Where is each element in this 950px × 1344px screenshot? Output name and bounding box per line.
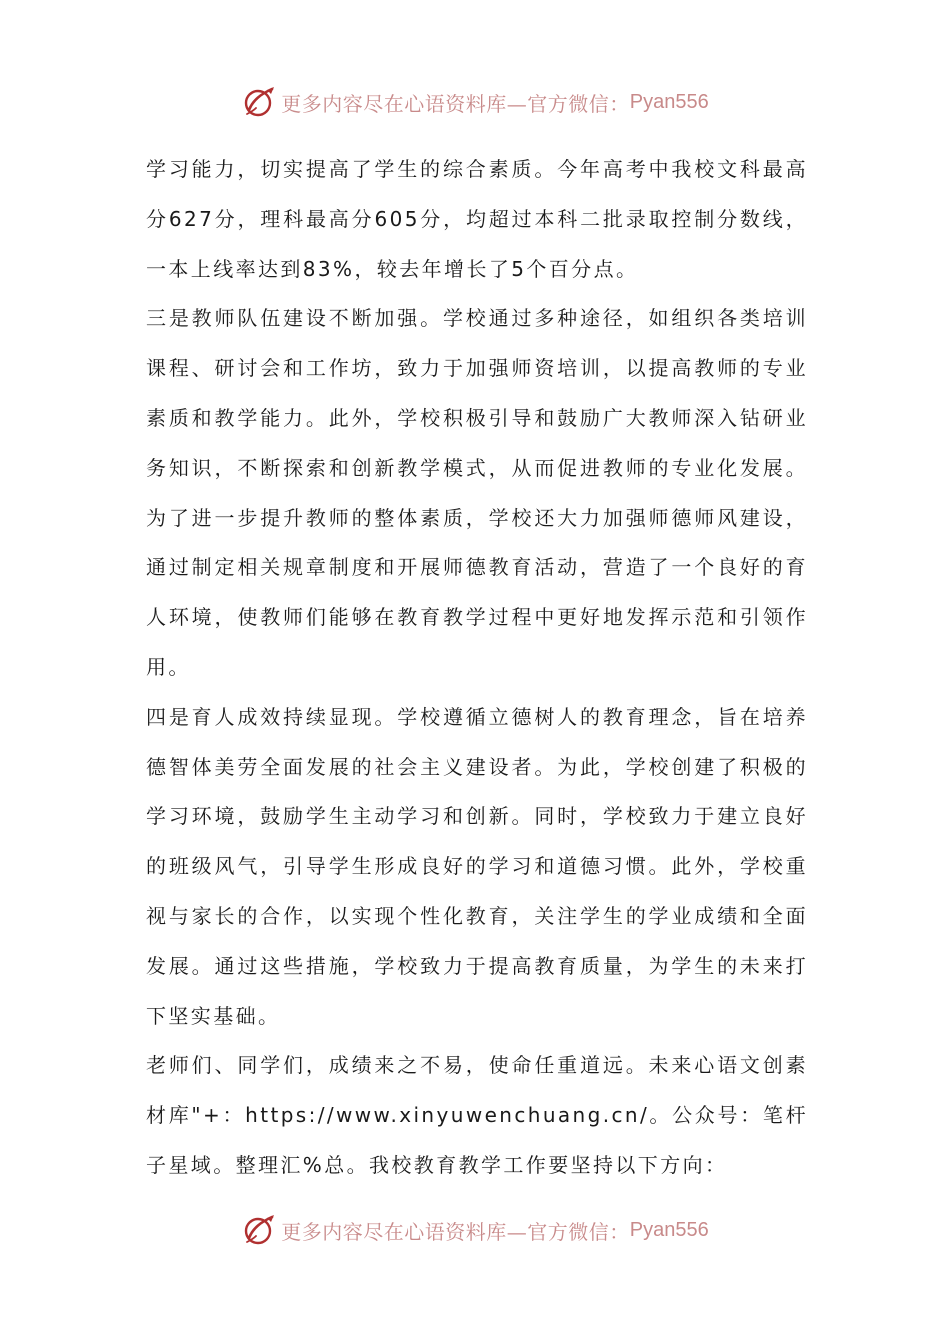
pen-swirl-icon	[241, 84, 277, 120]
header-wechat-id: Pyan556	[629, 90, 709, 113]
footer-banner	[0, 1210, 950, 1250]
document-body	[146, 145, 808, 1191]
paragraph: 老师们、同学们，成绩来之不易，使命任重道远。未来心语文创素材库"+：https://www.xinyuwenchuang.cn/。公众号：笔杆子星域。整理汇%总。我校教育教学工作要坚持以下方向：	[146, 1053, 808, 1177]
paragraph: 三是教师队伍建设不断加强。学校通过多种途径，如组织各类培训课程、研讨会和工作坊，致力于加强师资培训，以提高教师的专业素质和教学能力。此外，学校积极引导和鼓励广大教师深入钻研业务知识，不断探索和创新教学模式，从而促进教师的专业化发展。为了进一步提升教师的整体素质，学校还大力加强师德师风建设，通过制定相关规章制度和开展师德教育活动，营造了一个良好的育人环境，使教师们能够在教育教学过程中更好地发挥示范和引领作用。	[146, 306, 808, 679]
pen-swirl-icon	[241, 1212, 277, 1248]
footer-banner-text: 更多内容尽在心语资料库—官方微信：	[281, 1219, 630, 1244]
footer-wechat-id: Pyan556	[629, 1218, 709, 1241]
header-banner-text: 更多内容尽在心语资料库—官方微信：	[281, 91, 630, 116]
header-banner	[0, 82, 950, 122]
paragraph: 四是育人成效持续显现。学校遵循立德树人的教育理念，旨在培养德智体美劳全面发展的社会主义建设者。为此，学校创建了积极的学习环境，鼓励学生主动学习和创新。同时，学校致力于建立良好的班级风气，引导学生形成良好的学习和道德习惯。此外，学校重视与家长的合作，以实现个性化教育，关注学生的学业成绩和全面发展。通过这些措施，学校致力于提高教育质量，为学生的未来打下坚实基础。	[146, 704, 808, 1028]
paragraph: 学习能力，切实提高了学生的综合素质。今年高考中我校文科最高分627分，理科最高分605分，均超过本科二批录取控制分数线，一本上线率达到83%，较去年增长了5个百分点。	[146, 157, 808, 281]
